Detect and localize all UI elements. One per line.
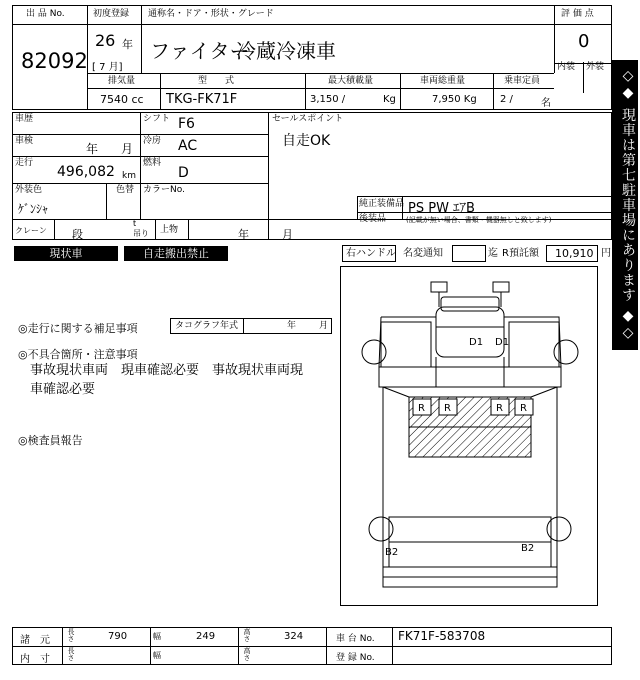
lot-label: 出 品 No.	[26, 9, 65, 19]
chassis-label: 車 台 No.	[336, 634, 375, 644]
first-reg-year-unit: 年	[122, 38, 133, 51]
mileage-label: 走行	[15, 158, 34, 168]
internal-label: 内 寸	[20, 654, 50, 665]
shift-label: シフト	[143, 114, 171, 124]
equipment-label: 純正装備品	[359, 199, 405, 209]
exterior-color-value: ｹﾞﾝｼｬ	[18, 202, 49, 216]
recycle-unit: 円	[601, 248, 611, 259]
lot-label-cell	[12, 5, 88, 25]
running-notes-label: ◎走行に関する補足事項	[18, 322, 138, 335]
inspector-label: ◎検査員報告	[18, 434, 83, 447]
damage-mark-b2: B2	[521, 543, 535, 554]
tacho-year: 年	[287, 321, 297, 331]
first-reg-year: 26	[95, 31, 116, 50]
exterior-color-label: 外装色	[15, 185, 43, 195]
fuel-value: D	[178, 165, 189, 181]
exterior-label: 外装	[586, 62, 605, 72]
length-label: 長さ	[67, 628, 75, 642]
int-height-label: 高さ	[243, 647, 251, 661]
max-load-label: 最大積載量	[328, 76, 374, 86]
grade-label: 評 価 点	[561, 9, 594, 19]
crane-tonnage: t 吊り	[133, 219, 149, 238]
crane-steps: 段	[72, 228, 83, 241]
lot-number-cell	[12, 25, 88, 110]
capacity-unit: 名	[541, 98, 551, 109]
chassis-value: FK71F-583708	[398, 629, 486, 643]
steering-box	[342, 245, 396, 262]
displacement-label: 排気量	[108, 76, 136, 86]
height-value: 324	[284, 631, 304, 642]
damage-mark-b2: B2	[385, 547, 399, 558]
name-change-suffix: 迄	[488, 248, 498, 259]
equipment-value: PS PW ｴｱB	[408, 201, 475, 216]
defects-line-1: 事故現状車両 現車確認必要 事故現状車両現	[30, 363, 304, 378]
steering-label: 右ハンドル	[346, 248, 396, 259]
color-no-label: カラーNo.	[143, 185, 185, 195]
damage-mark-r: R	[418, 403, 425, 414]
damage-mark-d1: D1	[495, 337, 510, 348]
interior-exterior-row	[554, 63, 612, 73]
inspection-label: 車検	[15, 136, 34, 146]
defects-line-2: 車確認必要	[30, 382, 96, 397]
recycle-box	[546, 245, 598, 262]
name-change-label: 名変通知	[403, 248, 443, 259]
upper-month: 月	[282, 228, 293, 241]
body-type: 冷蔵冷凍車	[236, 39, 336, 63]
fuel-label: 燃料	[143, 158, 162, 168]
no-self-drive-badge: 自走搬出禁止	[124, 246, 228, 261]
tacho-month: 月	[319, 321, 329, 331]
defects-label: ◎不具合箇所・注意事項	[18, 348, 138, 361]
mileage-value: 496,082	[57, 164, 115, 180]
upper-year: 年	[238, 228, 249, 241]
int-width-label: 幅	[153, 651, 161, 660]
height-label: 高さ	[243, 628, 251, 642]
inspection-month: 月	[121, 142, 134, 156]
recycle-value: 10,910	[555, 247, 594, 260]
damage-mark-r: R	[520, 403, 527, 414]
side-banner: ◇◆ 現車は第七駐車場にあります ◆◇	[612, 60, 638, 350]
model-name: ファイター	[150, 39, 250, 63]
damage-mark-r: R	[496, 403, 503, 414]
lot-number: 82092	[21, 49, 88, 73]
history-label: 車歴	[15, 114, 34, 124]
grade-value: 0	[578, 31, 590, 52]
name-label: 通称名・ドア・形状・グレード	[148, 9, 274, 19]
crane-label: クレーン	[15, 226, 47, 235]
damage-mark-d1: D1	[469, 337, 484, 348]
first-reg-month: [ 7 月]	[92, 62, 123, 73]
tacho-label: タコグラフ年式	[175, 321, 239, 331]
aftermarket-note: (記載が無い場合、書類・機器無しと致します)	[406, 216, 552, 224]
interior-label: 内装	[557, 62, 576, 72]
width-label: 幅	[153, 632, 161, 641]
reg-label: 登 録 No.	[336, 653, 375, 663]
recycle-label: R預託額	[502, 248, 539, 259]
aftermarket-label: 後装品	[359, 214, 387, 224]
sales-point-value: 自走OK	[282, 133, 331, 149]
max-load-value: 3,150 /	[310, 94, 346, 105]
width-value: 249	[196, 631, 216, 642]
max-load-unit: Kg	[383, 94, 396, 105]
displacement-value: 7540 cc	[100, 93, 144, 106]
color-change-label: 色替	[116, 185, 135, 195]
capacity-value: 2 /	[500, 94, 513, 105]
mileage-unit: km	[122, 171, 136, 181]
capacity-label: 乗車定員	[504, 76, 541, 86]
model-code-value: TKG-FK71F	[166, 92, 238, 107]
first-reg-value-cell	[88, 25, 142, 73]
first-reg-label: 初度登録	[93, 9, 130, 19]
upper-label: 上物	[160, 225, 179, 235]
int-length-label: 長さ	[67, 647, 75, 661]
length-value: 790	[108, 631, 128, 642]
ac-value: AC	[178, 138, 198, 154]
damage-mark-r: R	[444, 403, 451, 414]
name-label-cell	[142, 5, 554, 25]
damage-diagram	[340, 266, 598, 606]
model-code-label: 型 式	[198, 76, 235, 86]
inspection-year: 年	[86, 142, 99, 156]
dims-label: 諸 元	[20, 635, 50, 646]
shift-value: F6	[178, 116, 195, 132]
current-status-badge: 現状車	[14, 246, 118, 261]
sales-point-label: セールスポイント	[272, 114, 344, 124]
first-reg-label-cell	[88, 5, 142, 25]
name-change-box	[452, 245, 486, 262]
truck-diagram-svg	[341, 267, 599, 607]
ac-label: 冷房	[143, 136, 162, 146]
gross-weight-value: 7,950 Kg	[432, 94, 477, 105]
tacho-box	[170, 318, 332, 334]
gross-weight-label: 車両総重量	[420, 76, 466, 86]
